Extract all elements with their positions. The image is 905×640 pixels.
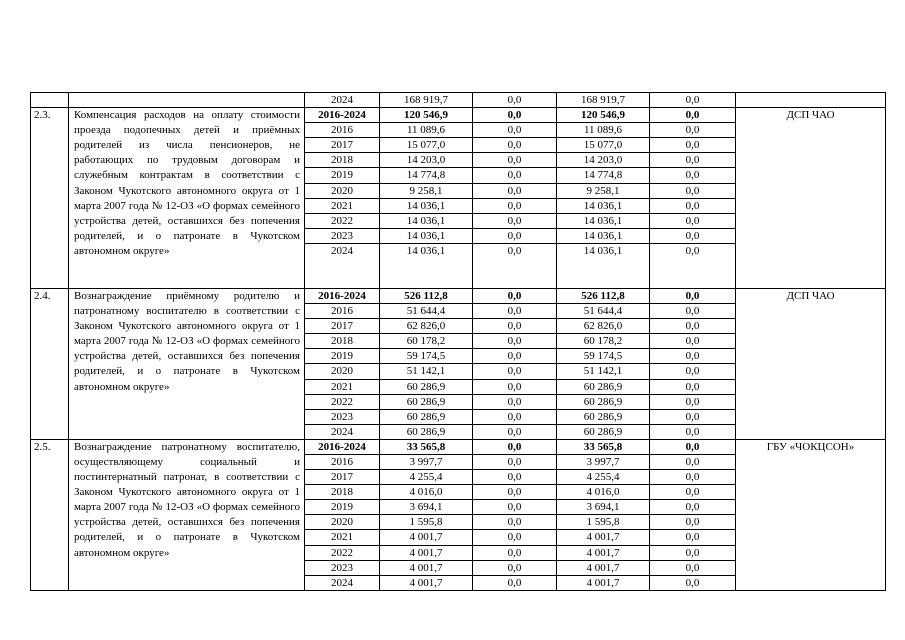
federal-cell: 0,0 xyxy=(473,424,557,439)
other-cell: 0,0 xyxy=(650,560,736,575)
year-cell: 2020 xyxy=(305,183,380,198)
regional-cell: 14 036,1 xyxy=(557,213,650,228)
year-cell: 2022 xyxy=(305,213,380,228)
section-executor: ГБУ «ЧОКЦСОН» xyxy=(736,439,886,590)
section-total-row xyxy=(31,288,886,303)
total-cell: 3 694,1 xyxy=(380,500,473,515)
year-cell: 2016-2024 xyxy=(305,108,380,123)
total-cell: 11 089,6 xyxy=(380,123,473,138)
regional-cell: 4 001,7 xyxy=(557,560,650,575)
year-cell: 2016 xyxy=(305,454,380,469)
federal-cell: 0,0 xyxy=(473,379,557,394)
year-cell: 2018 xyxy=(305,153,380,168)
year-cell: 2024 xyxy=(305,424,380,439)
total-cell: 4 001,7 xyxy=(380,560,473,575)
total-cell: 14 036,1 xyxy=(380,198,473,213)
section-code: 2.3. xyxy=(31,108,69,289)
total-cell: 60 286,9 xyxy=(380,394,473,409)
year-cell: 2020 xyxy=(305,364,380,379)
total-cell: 60 286,9 xyxy=(380,424,473,439)
other-cell: 0,0 xyxy=(650,334,736,349)
federal-cell: 0,0 xyxy=(473,515,557,530)
regional-cell: 15 077,0 xyxy=(557,138,650,153)
year-cell: 2023 xyxy=(305,560,380,575)
federal-cell: 0,0 xyxy=(473,168,557,183)
year-cell: 2018 xyxy=(305,334,380,349)
federal-cell: 0,0 xyxy=(473,93,557,108)
regional-cell: 120 546,9 xyxy=(557,108,650,123)
federal-cell: 0,0 xyxy=(473,198,557,213)
federal-cell: 0,0 xyxy=(473,213,557,228)
section-total-row xyxy=(31,108,886,123)
regional-cell: 9 258,1 xyxy=(557,183,650,198)
other-cell: 0,0 xyxy=(650,439,736,454)
total-cell: 4 001,7 xyxy=(380,530,473,545)
regional-cell: 62 826,0 xyxy=(557,319,650,334)
funding-table-page xyxy=(30,92,885,591)
federal-cell: 0,0 xyxy=(473,123,557,138)
other-cell: 0,0 xyxy=(650,288,736,303)
regional-cell: 60 178,2 xyxy=(557,334,650,349)
section-description: Вознаграждение патронатному воспитателю, осуществляющему социальный и постинтернатный патронат, в соответствии с Законом Чукотского автономного округа от 1 марта 2007 года № 12-ОЗ «О формах семейного устройства детей, оставшихся без попечения родителей, и о патронате в Чукотском автономном округе» xyxy=(69,439,305,590)
total-cell: 14 036,1 xyxy=(380,243,473,288)
year-cell: 2016 xyxy=(305,123,380,138)
year-cell: 2021 xyxy=(305,198,380,213)
total-cell: 33 565,8 xyxy=(380,439,473,454)
section-code: 2.4. xyxy=(31,288,69,439)
regional-cell: 51 644,4 xyxy=(557,304,650,319)
federal-cell: 0,0 xyxy=(473,153,557,168)
other-cell: 0,0 xyxy=(650,394,736,409)
regional-cell: 11 089,6 xyxy=(557,123,650,138)
other-cell: 0,0 xyxy=(650,379,736,394)
other-cell: 0,0 xyxy=(650,213,736,228)
total-cell: 51 142,1 xyxy=(380,364,473,379)
other-cell: 0,0 xyxy=(650,485,736,500)
total-cell: 1 595,8 xyxy=(380,515,473,530)
other-cell: 0,0 xyxy=(650,168,736,183)
total-cell: 120 546,9 xyxy=(380,108,473,123)
other-cell: 0,0 xyxy=(650,304,736,319)
year-cell: 2020 xyxy=(305,515,380,530)
total-cell: 60 286,9 xyxy=(380,379,473,394)
federal-cell: 0,0 xyxy=(473,228,557,243)
federal-cell: 0,0 xyxy=(473,500,557,515)
federal-cell: 0,0 xyxy=(473,439,557,454)
funding-table xyxy=(30,92,886,591)
federal-cell: 0,0 xyxy=(473,470,557,485)
other-cell: 0,0 xyxy=(650,198,736,213)
federal-cell: 0,0 xyxy=(473,545,557,560)
total-cell: 3 997,7 xyxy=(380,454,473,469)
regional-cell: 14 774,8 xyxy=(557,168,650,183)
regional-cell: 14 036,1 xyxy=(557,243,650,288)
year-cell: 2023 xyxy=(305,409,380,424)
other-cell: 0,0 xyxy=(650,500,736,515)
year-cell: 2021 xyxy=(305,379,380,394)
other-cell: 0,0 xyxy=(650,364,736,379)
code-cell xyxy=(31,93,69,108)
other-cell: 0,0 xyxy=(650,153,736,168)
total-cell: 62 826,0 xyxy=(380,319,473,334)
regional-cell: 4 001,7 xyxy=(557,530,650,545)
year-cell: 2016 xyxy=(305,304,380,319)
federal-cell: 0,0 xyxy=(473,454,557,469)
regional-cell: 14 036,1 xyxy=(557,228,650,243)
regional-cell: 60 286,9 xyxy=(557,379,650,394)
federal-cell: 0,0 xyxy=(473,364,557,379)
total-cell: 51 644,4 xyxy=(380,304,473,319)
other-cell: 0,0 xyxy=(650,470,736,485)
total-cell: 15 077,0 xyxy=(380,138,473,153)
regional-cell: 33 565,8 xyxy=(557,439,650,454)
other-cell: 0,0 xyxy=(650,183,736,198)
regional-cell: 14 203,0 xyxy=(557,153,650,168)
other-cell: 0,0 xyxy=(650,123,736,138)
regional-cell: 1 595,8 xyxy=(557,515,650,530)
regional-cell: 60 286,9 xyxy=(557,394,650,409)
federal-cell: 0,0 xyxy=(473,485,557,500)
year-cell: 2023 xyxy=(305,228,380,243)
total-cell: 526 112,8 xyxy=(380,288,473,303)
total-cell: 168 919,7 xyxy=(380,93,473,108)
other-cell: 0,0 xyxy=(650,93,736,108)
year-cell: 2017 xyxy=(305,470,380,485)
regional-cell: 4 001,7 xyxy=(557,545,650,560)
year-cell: 2017 xyxy=(305,319,380,334)
total-cell: 4 001,7 xyxy=(380,545,473,560)
total-cell: 60 178,2 xyxy=(380,334,473,349)
other-cell: 0,0 xyxy=(650,319,736,334)
section-executor: ДСП ЧАО xyxy=(736,288,886,439)
other-cell: 0,0 xyxy=(650,424,736,439)
federal-cell: 0,0 xyxy=(473,560,557,575)
federal-cell: 0,0 xyxy=(473,319,557,334)
other-cell: 0,0 xyxy=(650,349,736,364)
other-cell: 0,0 xyxy=(650,575,736,590)
other-cell: 0,0 xyxy=(650,545,736,560)
regional-cell: 4 016,0 xyxy=(557,485,650,500)
section-executor: ДСП ЧАО xyxy=(736,108,886,289)
year-cell: 2016-2024 xyxy=(305,439,380,454)
executor-cell xyxy=(736,93,886,108)
federal-cell: 0,0 xyxy=(473,108,557,123)
regional-cell: 168 919,7 xyxy=(557,93,650,108)
federal-cell: 0,0 xyxy=(473,304,557,319)
regional-cell: 59 174,5 xyxy=(557,349,650,364)
year-cell: 2022 xyxy=(305,545,380,560)
year-cell: 2019 xyxy=(305,500,380,515)
other-cell: 0,0 xyxy=(650,530,736,545)
federal-cell: 0,0 xyxy=(473,409,557,424)
federal-cell: 0,0 xyxy=(473,394,557,409)
regional-cell: 14 036,1 xyxy=(557,198,650,213)
regional-cell: 60 286,9 xyxy=(557,409,650,424)
federal-cell: 0,0 xyxy=(473,349,557,364)
federal-cell: 0,0 xyxy=(473,183,557,198)
federal-cell: 0,0 xyxy=(473,530,557,545)
year-cell: 2024 xyxy=(305,93,380,108)
other-cell: 0,0 xyxy=(650,138,736,153)
total-cell: 14 036,1 xyxy=(380,213,473,228)
regional-cell: 526 112,8 xyxy=(557,288,650,303)
year-cell: 2024 xyxy=(305,575,380,590)
table-row xyxy=(31,93,886,108)
total-cell: 9 258,1 xyxy=(380,183,473,198)
section-description: Компенсация расходов на оплату стоимости проезда подопечных детей и приёмных родителей из числа пенсионеров, не работающих по трудовым договорам и служебным контрактам в соответствии с Законом Чукотского автономного округа от 1 марта 2007 года № 12-ОЗ «О формах семейного устройства детей, оставшихся без попечения родителей, и о патронате в Чукотском автономном округе» xyxy=(69,108,305,289)
regional-cell: 3 694,1 xyxy=(557,500,650,515)
year-cell: 2021 xyxy=(305,530,380,545)
year-cell: 2024 xyxy=(305,243,380,288)
year-cell: 2017 xyxy=(305,138,380,153)
other-cell: 0,0 xyxy=(650,243,736,288)
total-cell: 14 774,8 xyxy=(380,168,473,183)
total-cell: 14 036,1 xyxy=(380,228,473,243)
other-cell: 0,0 xyxy=(650,108,736,123)
section-code: 2.5. xyxy=(31,439,69,590)
regional-cell: 51 142,1 xyxy=(557,364,650,379)
total-cell: 4 255,4 xyxy=(380,470,473,485)
regional-cell: 4 255,4 xyxy=(557,470,650,485)
total-cell: 59 174,5 xyxy=(380,349,473,364)
other-cell: 0,0 xyxy=(650,409,736,424)
year-cell: 2019 xyxy=(305,168,380,183)
federal-cell: 0,0 xyxy=(473,138,557,153)
year-cell: 2022 xyxy=(305,394,380,409)
section-total-row xyxy=(31,439,886,454)
other-cell: 0,0 xyxy=(650,515,736,530)
federal-cell: 0,0 xyxy=(473,288,557,303)
other-cell: 0,0 xyxy=(650,228,736,243)
regional-cell: 60 286,9 xyxy=(557,424,650,439)
description-cell xyxy=(69,93,305,108)
regional-cell: 3 997,7 xyxy=(557,454,650,469)
federal-cell: 0,0 xyxy=(473,334,557,349)
total-cell: 4 016,0 xyxy=(380,485,473,500)
total-cell: 60 286,9 xyxy=(380,409,473,424)
total-cell: 14 203,0 xyxy=(380,153,473,168)
year-cell: 2019 xyxy=(305,349,380,364)
year-cell: 2016-2024 xyxy=(305,288,380,303)
section-description: Вознаграждение приёмному родителю и патронатному воспитателю в соответствии с Законом Чукотского автономного округа от 1 марта 2007 года № 12-ОЗ «О формах семейного устройства детей, оставшихся без попечения родителей, и о патронате в Чукотском автономном округе» xyxy=(69,288,305,439)
regional-cell: 4 001,7 xyxy=(557,575,650,590)
federal-cell: 0,0 xyxy=(473,575,557,590)
other-cell: 0,0 xyxy=(650,454,736,469)
year-cell: 2018 xyxy=(305,485,380,500)
total-cell: 4 001,7 xyxy=(380,575,473,590)
federal-cell: 0,0 xyxy=(473,243,557,288)
